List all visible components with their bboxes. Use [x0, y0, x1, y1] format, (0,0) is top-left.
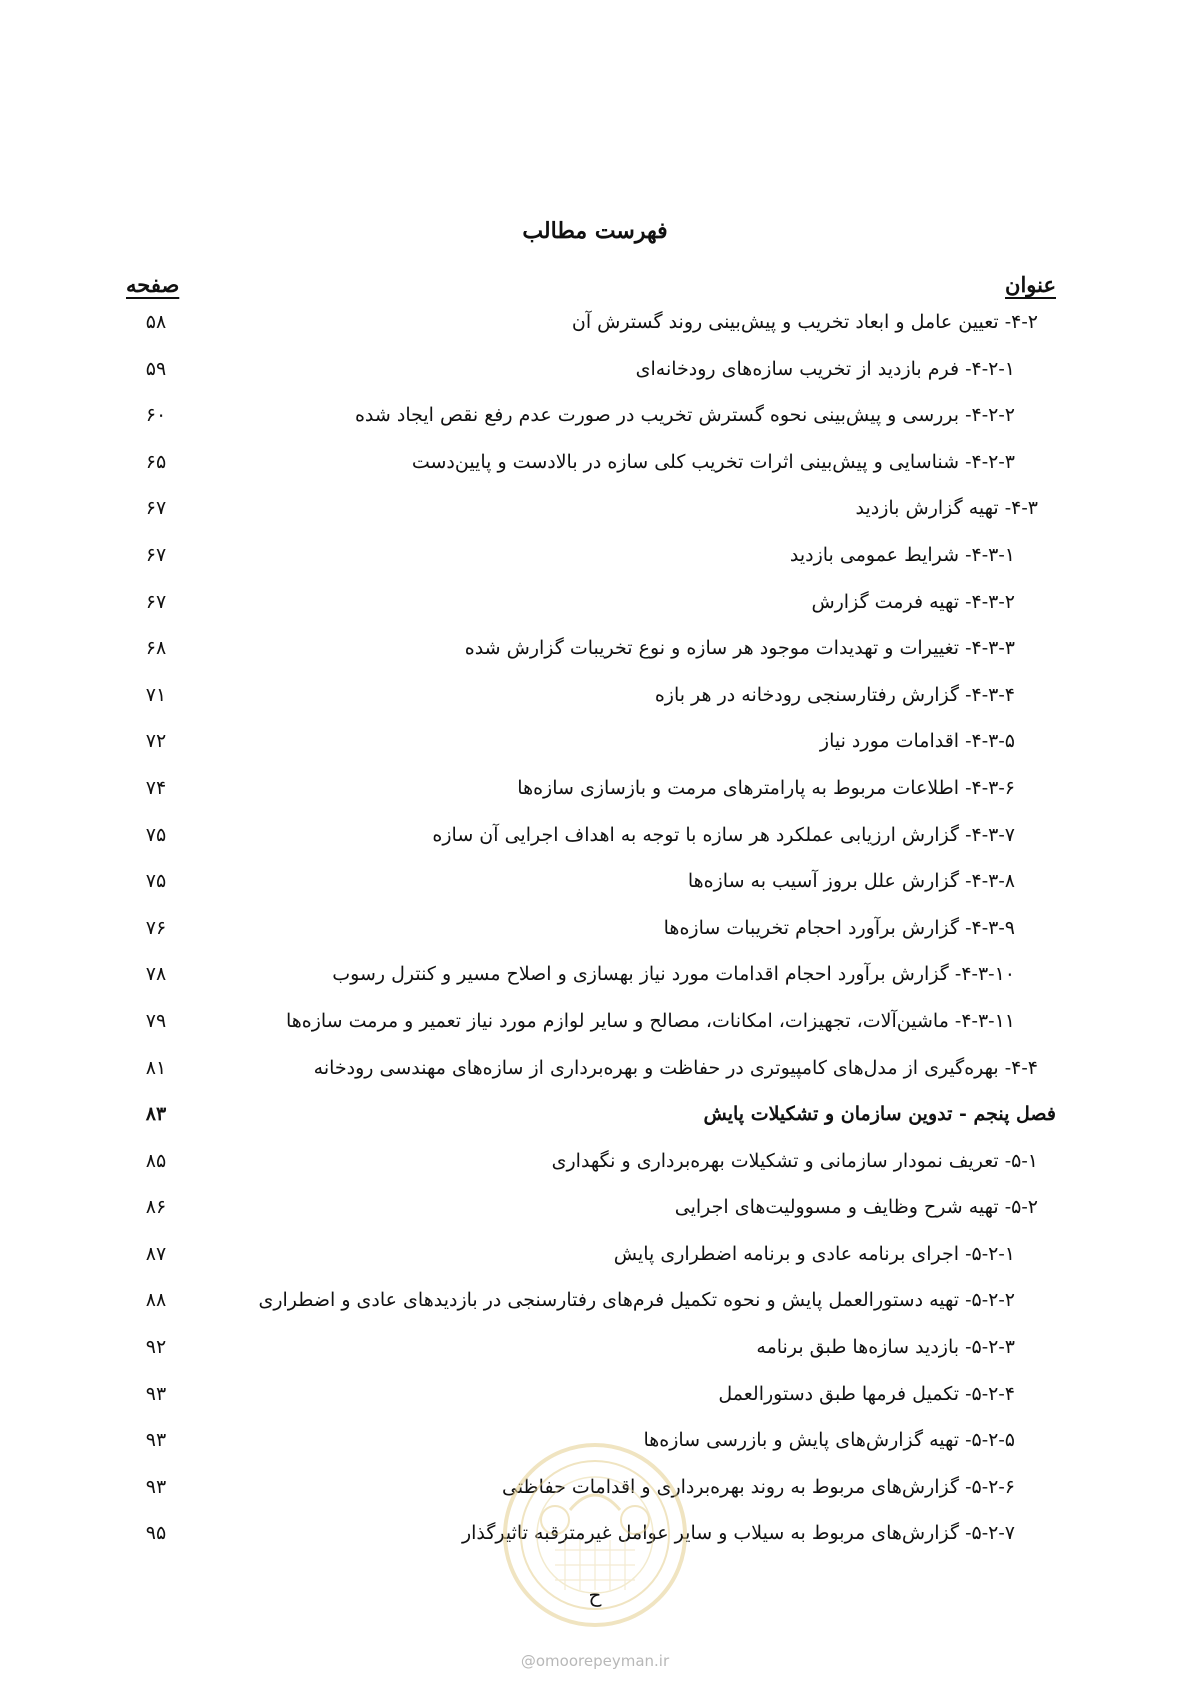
toc-entry-text: ۴-۳-۱۰- گزارش برآورد احجام اقدامات مورد نیاز بهسازی و اصلاح مسیر و کنترل رسوب [332, 963, 1015, 986]
toc-entry-page: ۸۶ [145, 1196, 167, 1219]
toc-entry-page: ۶۷ [145, 590, 167, 613]
toc-entry-page: ۷۸ [145, 963, 167, 986]
toc-entry[interactable] [0, 493, 1190, 540]
toc-entry-text: ۵-۱- تعریف نمودار سازمانی و تشکیلات بهره‌برداری و نگهداری [551, 1149, 1038, 1172]
toc-entry-text: ۴-۳-۷- گزارش ارزیابی عملکرد هر سازه با توجه به اهداف اجرایی آن سازه [432, 823, 1015, 846]
toc-entry-page: ۷۵ [145, 870, 167, 893]
toc-entry[interactable] [0, 1332, 1190, 1379]
toc-entry-text: ۵-۲-۴- تکمیل فرمها طبق دستورالعمل [718, 1382, 1015, 1405]
toc-entry-page: ۹۳ [145, 1429, 167, 1452]
toc-entry[interactable] [0, 1239, 1190, 1286]
toc-entry-page: ۶۵ [145, 450, 167, 473]
toc-entry-page: ۹۳ [145, 1382, 167, 1405]
toc-entry-text: ۴-۳-۶- اطلاعات مربوط به پارامترهای مرمت و بازسازی سازه‌ها [517, 776, 1015, 799]
toc-entry[interactable] [0, 447, 1190, 494]
toc-entry-text: ۴-۳-۹- گزارش برآورد احجام تخریبات سازه‌ها [663, 916, 1015, 939]
toc-entry[interactable] [0, 1006, 1190, 1053]
toc-entry-page: ۷۴ [145, 776, 167, 799]
toc-entry-page: ۷۲ [145, 730, 167, 753]
toc-entry-page: ۸۱ [145, 1056, 167, 1079]
toc-entry-text: ۴-۳-۲- تهیه فرمت گزارش [811, 590, 1015, 613]
toc-entry-text: فصل پنجم - تدوین سازمان و تشکیلات پایش [703, 1103, 1056, 1126]
toc-entry-text: ۴-۳-۱۱- ماشین‌آلات، تجهیزات، امکانات، مصالح و سایر لوازم مورد نیاز تعمیر و مرمت سازه‌ها [285, 1009, 1015, 1032]
toc-entry[interactable] [0, 820, 1190, 867]
toc-entry[interactable] [0, 726, 1190, 773]
toc-chapter-entry[interactable] [0, 1099, 1190, 1146]
toc-entry-text: ۵-۲-۷- گزارش‌های مربوط به سیلاب و سایر عوامل غیرمترقبه تاثیرگذار [461, 1522, 1015, 1545]
toc-entry-page: ۷۹ [145, 1009, 167, 1032]
toc-entry-page: ۷۶ [145, 916, 167, 939]
toc-entry[interactable] [0, 1379, 1190, 1426]
toc-entry-page: ۶۷ [145, 497, 167, 520]
toc-entry-page: ۶۷ [145, 543, 167, 566]
website-watermark: @omoorepeyman.ir [520, 1652, 670, 1670]
toc-entry-text: ۵-۲-۲- تهیه دستورالعمل پایش و نحوه تکمیل فرم‌های رفتارسنجی در بازدیدهای عادی و اضطراری [258, 1289, 1015, 1312]
toc-entry-text: ۵-۲- تهیه شرح وظایف و مسوولیت‌های اجرایی [674, 1196, 1038, 1219]
toc-entry-page: ۸۵ [145, 1149, 167, 1172]
toc-entry[interactable] [0, 1146, 1190, 1193]
toc-entry-text: ۴-۲-۲- بررسی و پیش‌بینی نحوه گسترش تخریب در صورت عدم رفع نقص ایجاد شده [354, 404, 1015, 427]
toc-entry[interactable] [0, 633, 1190, 680]
toc-entry-page: ۸۷ [145, 1242, 167, 1265]
toc-entry[interactable] [0, 680, 1190, 727]
toc-entry[interactable] [0, 913, 1190, 960]
toc-entry-text: ۵-۲-۵- تهیه گزارش‌های پایش و بازرسی سازه‌ها [643, 1429, 1015, 1452]
toc-entry-text: ۴-۴- بهره‌گیری از مدل‌های کامپیوتری در حفاظت و بهره‌برداری از سازه‌های مهندسی رودخانه [313, 1056, 1038, 1079]
toc-entry[interactable] [0, 959, 1190, 1006]
toc-entry-text: ۴-۲-۳- شناسایی و پیش‌بینی اثرات تخریب کلی سازه در بالادست و پایین‌دست [411, 450, 1015, 473]
toc-entry[interactable] [0, 587, 1190, 634]
toc-entry-page: ۸۸ [145, 1289, 167, 1312]
toc-entry[interactable] [0, 1285, 1190, 1332]
toc-list [0, 307, 1190, 1565]
toc-entry-text: ۴-۳- تهیه گزارش بازدید [855, 497, 1038, 520]
toc-entry-text: ۴-۳-۵- اقدامات مورد نیاز [819, 730, 1015, 753]
toc-entry[interactable] [0, 307, 1190, 354]
toc-entry[interactable] [0, 1192, 1190, 1239]
toc-entry-page: ۵۸ [145, 311, 167, 333]
toc-entry[interactable] [0, 354, 1190, 401]
toc-entry-page: ۸۳ [145, 1103, 167, 1126]
toc-entry-page: ۹۵ [145, 1522, 167, 1545]
toc-entry-page: ۶۸ [145, 637, 167, 660]
column-header-page: صفحه [126, 272, 180, 297]
toc-entry-text: ۴-۳-۸- گزارش علل بروز آسیب به سازه‌ها [687, 870, 1015, 893]
toc-entry-page: ۵۹ [145, 357, 167, 380]
toc-entry-text: ۵-۲-۶- گزارش‌های مربوط به روند بهره‌برداری و اقدامات حفاظتی [501, 1475, 1015, 1498]
toc-entry-text: ۴-۲-۱- فرم بازدید از تخریب سازه‌های رودخانه‌ای [635, 357, 1015, 380]
toc-entry[interactable] [0, 773, 1190, 820]
toc-entry-text: ۴-۳-۴- گزارش رفتارسنجی رودخانه در هر بازه [654, 683, 1015, 706]
page-title: فهرست مطالب [522, 218, 668, 244]
toc-entry-text: ۴-۳-۱- شرایط عمومی بازدید [789, 543, 1015, 566]
toc-entry[interactable] [0, 1053, 1190, 1100]
toc-entry-text: ۵-۲-۳- بازدید سازه‌ها طبق برنامه [756, 1336, 1015, 1359]
toc-entry[interactable] [0, 866, 1190, 913]
toc-entry-text: ۴-۳-۳- تغییرات و تهدیدات موجود هر سازه و نوع تخریبات گزارش شده [464, 637, 1015, 660]
toc-entry-page: ۶۰ [145, 404, 167, 427]
toc-entry[interactable] [0, 540, 1190, 587]
page-number: ح [588, 1583, 602, 1607]
toc-entry-text: ۵-۲-۱- اجرای برنامه عادی و برنامه اضطراری پایش [613, 1242, 1015, 1265]
toc-entry-page: ۷۵ [145, 823, 167, 846]
toc-entry[interactable] [0, 400, 1190, 447]
toc-entry-page: ۹۳ [145, 1475, 167, 1498]
toc-entry-page: ۹۲ [145, 1336, 167, 1359]
toc-entry-text: ۴-۲- تعیین عامل و ابعاد تخریب و پیش‌بینی روند گسترش آن [571, 311, 1038, 333]
column-header-title: عنوان [1005, 272, 1056, 297]
toc-entry-page: ۷۱ [145, 683, 167, 706]
